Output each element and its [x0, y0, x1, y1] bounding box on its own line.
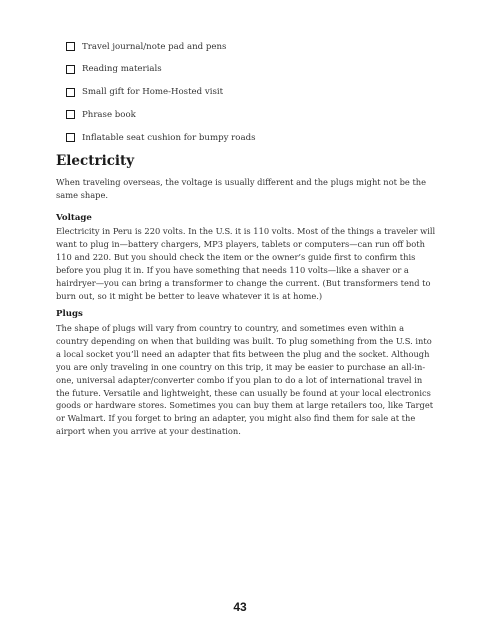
packing-checklist: [66, 40, 256, 154]
voltage-heading: Voltage: [56, 213, 92, 223]
checkbox[interactable]: [66, 110, 75, 119]
page-number: 43: [233, 600, 247, 614]
checkbox[interactable]: [66, 88, 75, 97]
section-title: Electricity: [56, 153, 135, 169]
checklist-item: [66, 108, 256, 121]
checklist-item: [66, 131, 256, 144]
checklist-item: [66, 40, 256, 53]
plugs-paragraph: The shape of plugs will vary from country to country, and sometimes even within a country depending on when that building was built. To plug something from the U.S. into a local socket you’ll need an adapter that fits between the plug and the socket. Although you are only traveling in one country on this trip, it may be easier to purchase an all-in-one, universal adapter/converter combo if you plan to do a lot of international travel in the future. Versatile and lightweight, these can usually be found at your local electronics goods or hardware stores. Sometimes you can buy them at large retailers too, like Target or Walmart. If you forget to bring an adapter, you might also find them for sale at the airport when you arrive at your destination.: [56, 323, 434, 437]
checkbox[interactable]: [66, 65, 75, 74]
checkbox[interactable]: [66, 42, 75, 51]
checklist-item-label: Travel journal/note pad and pens: [82, 41, 227, 52]
section-intro: When traveling overseas, the voltage is usually different and the plugs might not be the same shape.: [56, 177, 427, 200]
checklist-item: [66, 86, 256, 99]
checklist-item: [66, 63, 256, 76]
voltage-paragraph: Electricity in Peru is 220 volts. In the U.S. it is 110 volts. Most of the things a traveler will want to plug in—battery chargers, MP3 players, tablets or computers—can run off both 110 and 220. But you should check the item or the owner’s guide first to confirm this before you plug it in. If you have something that needs 110 volts—like a shaver or a hairdryer—you can bring a transformer to change the current. (But transformers tend to burn out, so it might be better to leave whatever it is at home.): [56, 226, 436, 301]
plugs-heading: Plugs: [56, 309, 83, 319]
checklist-item-label: Small gift for Home-Hosted visit: [82, 87, 224, 98]
checklist-item-label: Reading materials: [82, 64, 162, 75]
checklist-item-label: Phrase book: [82, 109, 136, 120]
checkbox[interactable]: [66, 133, 75, 142]
checklist-item-label: Inflatable seat cushion for bumpy roads: [82, 132, 256, 143]
